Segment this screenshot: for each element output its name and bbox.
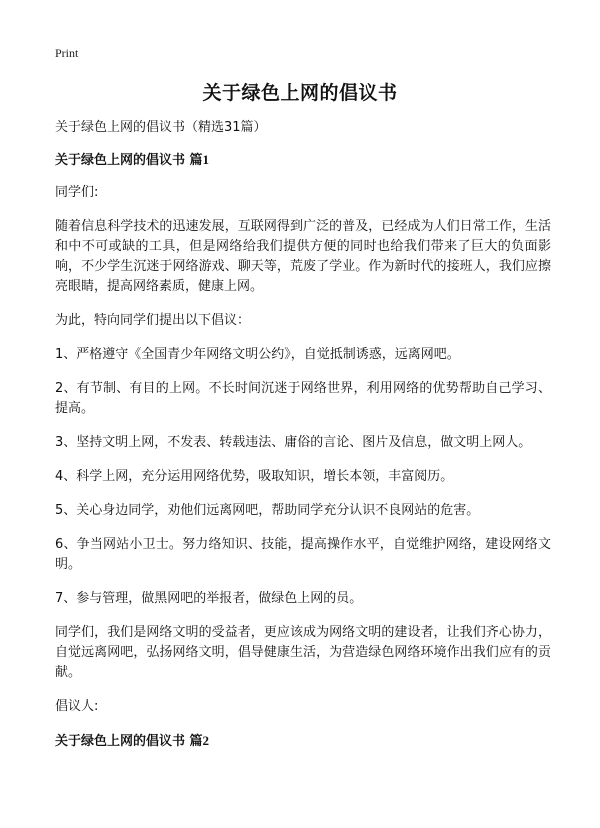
- proposal-item-1: 1、严格遵守《全国青少年网络文明公约》，自觉抵制诱惑，远离网吧。: [55, 347, 460, 362]
- section-heading-number: 1: [202, 152, 210, 167]
- proposal-item-4: 4、科学上网，充分运用网络优势，吸取知识，增长本领，丰富阅历。: [55, 469, 454, 484]
- section-heading-1: [55, 150, 551, 171]
- closing-paragraph: 同学们，我们是网络文明的受益者，更应该成为网络文明的建设者，让我们齐心协力，自觉远离网吧，弘扬网络文明，倡导健康生活，为营造绿色网络环境作出我们应有的贡献。: [55, 625, 551, 680]
- lead-paragraph: 为此，特向同学们提出以下倡议：: [55, 313, 251, 328]
- section-heading-number: 2: [202, 733, 210, 748]
- section-heading-2: [55, 731, 551, 752]
- signature-line: 倡议人:: [55, 699, 99, 714]
- proposal-item-7: 7、参与管理，做黑网吧的举报者，做绿色上网的员。: [55, 591, 363, 606]
- section-heading-text: 关于绿色上网的倡议书 篇: [55, 734, 203, 749]
- document-body: [55, 118, 551, 764]
- print-link[interactable]: Print: [55, 46, 79, 60]
- document-title: 关于绿色上网的倡议书: [202, 82, 398, 104]
- proposal-item-3: 3、坚持文明上网，不发表、转载违法、庸俗的言论、图片及信息，做文明上网人。: [55, 435, 532, 450]
- section-heading-text: 关于绿色上网的倡议书 篇: [55, 153, 203, 168]
- intro-paragraph: 随着信息科学技术的迅速发展，互联网得到广泛的普及，已经成为人们日常工作，生活和中不可或缺的工具，但是网络给我们提供方便的同时也给我们带来了巨大的负面影响，不少学生沉迷于网络游戏、聊天等，荒废了学业。作为新时代的接班人，我们应擦亮眼睛，提高网络素质，健康上网。: [55, 219, 551, 294]
- proposal-item-5: 5、关心身边同学，劝他们远离网吧，帮助同学充分认识不良网站的危害。: [55, 503, 480, 518]
- proposal-item-2: 2、有节制、有目的上网。不长时间沉迷于网络世界，利用网络的优势帮助自己学习、提高。: [55, 381, 551, 416]
- proposal-item-6: 6、争当网站小卫士。努力络知识、技能，提高操作水平，自觉维护网络，建设网络文明。: [55, 537, 551, 572]
- document-subtitle: 关于绿色上网的倡议书（精选31篇）: [55, 120, 267, 135]
- salutation: 同学们:: [55, 185, 99, 200]
